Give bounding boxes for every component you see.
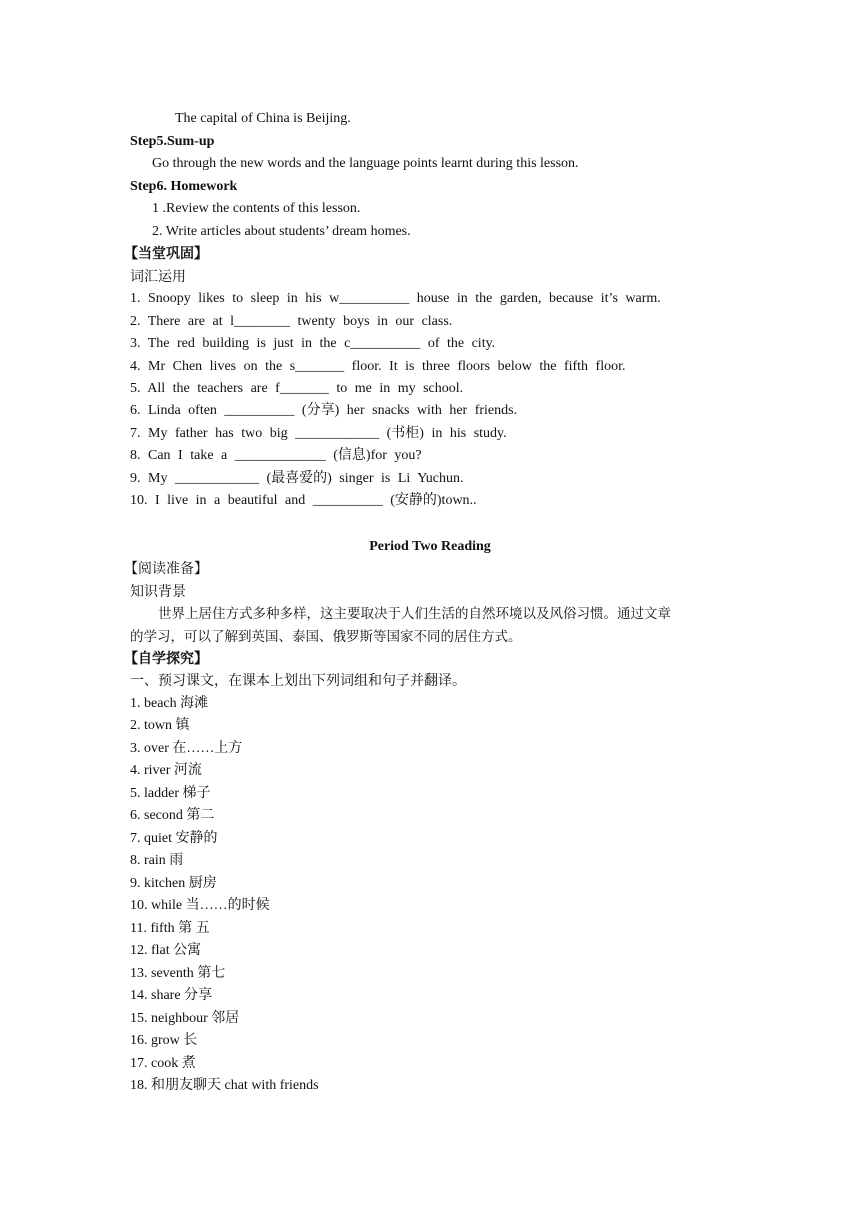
exercise-item-4: 4. Mr Chen lives on the s_______ floor. It is three floors below the fifth floor. bbox=[130, 359, 626, 374]
vocab-item-8: 8. rain 雨 bbox=[130, 853, 184, 868]
period-title: Period Two Reading bbox=[369, 539, 491, 554]
vocab-item-5: 5. ladder 梯子 bbox=[130, 786, 211, 801]
vocab-item-2: 2. town 镇 bbox=[130, 718, 190, 733]
vocab-item-10: 10. while 当……的时候 bbox=[130, 898, 270, 913]
vocab-item-4: 4. river 河流 bbox=[130, 763, 202, 778]
vocab-item-18: 18. 和朋友聊天 chat with friends bbox=[130, 1078, 319, 1093]
vocab-item-1: 1. beach 海滩 bbox=[130, 696, 209, 711]
step4-example-sentence: The capital of China is Beijing. bbox=[175, 111, 351, 126]
exercise-item-5: 5. All the teachers are f_______ to me in my school. bbox=[130, 381, 464, 396]
vocab-item-17: 17. cook 煮 bbox=[130, 1056, 196, 1071]
background-paragraph-line-2: 的学习，可以了解到英国、泰国、俄罗斯等国家不同的居住方式。 bbox=[130, 629, 522, 645]
homework-item-2: 2. Write articles about students’ dream homes. bbox=[152, 224, 411, 239]
vocab-item-6: 6. second 第二 bbox=[130, 808, 215, 823]
exercise-item-7: 7. My father has two big ____________ (书柜) in his study. bbox=[130, 426, 507, 441]
exercise-item-8: 8. Can I take a _____________ (信息)for you? bbox=[130, 448, 422, 463]
step5-heading: Step5.Sum-up bbox=[130, 134, 215, 149]
exercise-item-10: 10. I live in a beautiful and __________ (安静的)town.. bbox=[130, 493, 477, 508]
consolidation-subheading: 词汇运用 bbox=[130, 269, 186, 285]
exercise-item-2: 2. There are at l________ twenty boys in our class. bbox=[130, 314, 453, 329]
reading-prep-heading: 【阅读准备】 bbox=[124, 561, 208, 577]
vocab-item-14: 14. share 分享 bbox=[130, 988, 213, 1003]
vocab-item-7: 7. quiet 安静的 bbox=[130, 831, 218, 846]
vocab-item-9: 9. kitchen 厨房 bbox=[130, 876, 217, 891]
vocab-item-12: 12. flat 公寓 bbox=[130, 943, 202, 958]
homework-item-1: 1 .Review the contents of this lesson. bbox=[152, 201, 361, 216]
background-paragraph-line-1: 世界上居住方式多种多样，这主要取决于人们生活的自然环境以及风俗习惯。通过文章 bbox=[158, 606, 671, 622]
step5-text: Go through the new words and the language points learnt during this lesson. bbox=[152, 156, 579, 171]
self-study-instruction: 一、预习课文，在课本上划出下列词组和句子并翻译。 bbox=[130, 673, 466, 689]
self-study-heading: 【自学探究】 bbox=[124, 651, 208, 667]
step6-heading: Step6. Homework bbox=[130, 179, 238, 194]
exercise-item-9: 9. My ____________ (最喜爱的) singer is Li Yuchun. bbox=[130, 471, 464, 486]
vocab-item-13: 13. seventh 第七 bbox=[130, 966, 226, 981]
exercise-item-3: 3. The red building is just in the c__________ of the city. bbox=[130, 336, 496, 351]
exercise-item-6: 6. Linda often __________ (分享) her snacks with her friends. bbox=[130, 403, 518, 418]
consolidation-heading: 【当堂巩固】 bbox=[124, 246, 208, 262]
vocab-item-16: 16. grow 长 bbox=[130, 1033, 198, 1048]
vocab-item-3: 3. over 在……上方 bbox=[130, 741, 243, 756]
vocab-item-11: 11. fifth 第 五 bbox=[130, 921, 210, 936]
exercise-item-1: 1. Snoopy likes to sleep in his w__________ house in the garden, because it’s warm. bbox=[130, 291, 661, 306]
vocab-item-15: 15. neighbour 邻居 bbox=[130, 1011, 240, 1026]
reading-prep-subheading: 知识背景 bbox=[130, 584, 186, 600]
